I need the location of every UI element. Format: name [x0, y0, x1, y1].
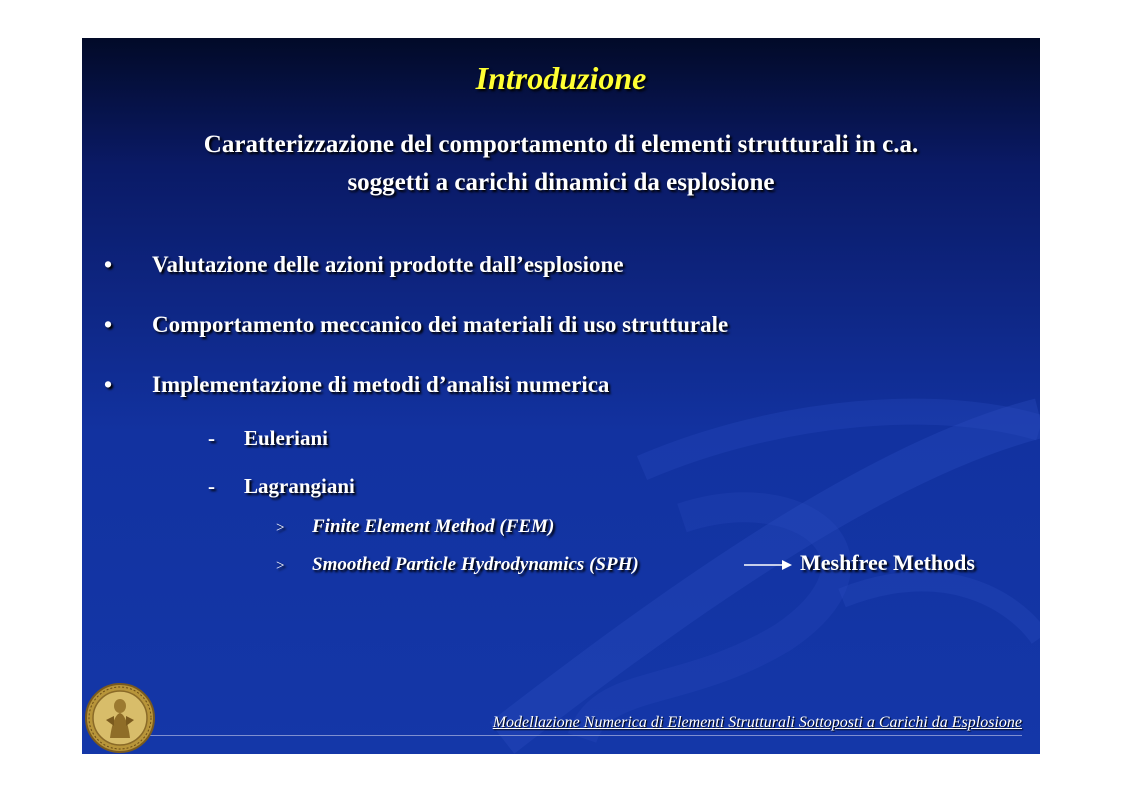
university-seal-logo: [84, 682, 156, 754]
arrow-right-icon: [744, 558, 794, 572]
bullet-text: Comportamento meccanico dei materiali di uso strutturale: [152, 312, 729, 337]
sub-item-text: Lagrangiani: [244, 474, 355, 498]
method-text: Smoothed Particle Hydrodynamics (SPH): [312, 554, 639, 575]
dash-mark: -: [208, 474, 215, 498]
bullet-mark: •: [104, 312, 113, 337]
bullet-item: [104, 252, 624, 278]
bullet-item: [104, 312, 728, 338]
sub-item-text: Euleriani: [244, 426, 329, 450]
method-text: Finite Element Method (FEM): [312, 516, 555, 537]
bullet-mark: •: [104, 252, 113, 277]
slide-title: Introduzione: [475, 60, 647, 96]
subtitle-line-1: Caratterizzazione del comportamento di elementi strutturali in c.a.: [203, 131, 919, 158]
gt-mark: >: [276, 558, 285, 574]
bullet-item: [104, 372, 609, 398]
gt-mark: >: [276, 520, 285, 536]
method-fem: [276, 516, 554, 538]
slide-subtitle: [92, 126, 1030, 202]
slide: [82, 38, 1040, 754]
dash-mark: -: [208, 426, 215, 450]
sub-item-lagrangiani: [208, 474, 355, 499]
method-sph: [276, 554, 639, 576]
subtitle-line-2: soggetti a carichi dinamici da esplosione: [347, 169, 775, 196]
meshfree-label: Meshfree Methods: [800, 550, 975, 575]
slide-footer: Modellazione Numerica di Elementi Strutturali Sottoposti a Carichi da Esplosione: [492, 714, 1022, 731]
bullet-text: Valutazione delle azioni prodotte dall’esplosione: [152, 252, 624, 277]
sub-item-euleriani: [208, 426, 328, 451]
bullet-text: Implementazione di metodi d’analisi numerica: [152, 372, 610, 397]
bullet-mark: •: [104, 372, 113, 397]
footer-divider: [142, 735, 1022, 736]
